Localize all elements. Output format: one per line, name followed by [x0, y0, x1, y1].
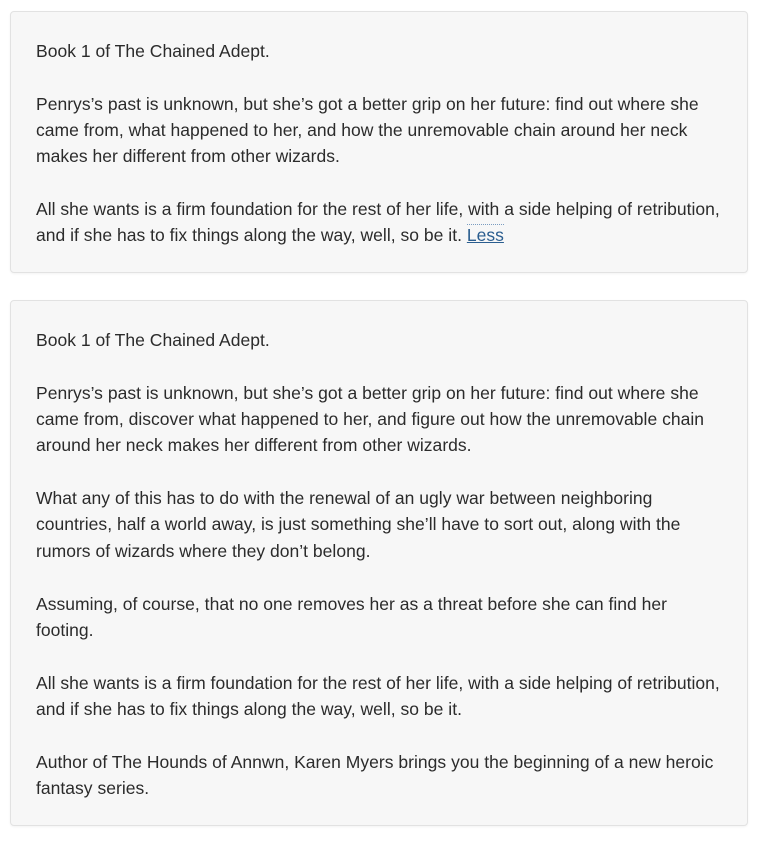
description-paragraph-with-toggle [36, 196, 722, 249]
full-description-panel [10, 300, 748, 826]
short-description-panel [10, 11, 748, 273]
less-link[interactable]: Less [466, 225, 504, 246]
description-paragraph: What any of this has to do with the renewal of an ugly war between neighboring countries, half a world away, is just something she’ll have to sort out, along with the rumors of wizards where they don’t belong. [36, 488, 681, 561]
description-paragraph: All she wants is a firm foundation for the rest of her life, with a side helping of retribution, and if she has to fix things along the way, well, so be it. [36, 672, 720, 719]
description-paragraph: Book 1 of The Chained Adept. [36, 41, 270, 61]
description-paragraph: Penrys’s past is unknown, but she’s got a better grip on her future: find out where she came from, discover what happened to her, and figure out how the unremovable chain around her neck makes her different from other wizards. [36, 382, 705, 456]
description-paragraph: Assuming, of course, that no one removes her as a threat before she can find her footing. [36, 593, 667, 640]
description-paragraph: Book 1 of The Chained Adept. [36, 330, 270, 350]
description-paragraph: Penrys’s past is unknown, but she’s got a better grip on her future: find out where she came from, what happened to her, and how the unremovable chain around her neck makes her different from other wizards. [36, 93, 699, 167]
description-paragraph-text: All she wants is a firm foundation for the rest of her life, with a side helping of retribution, and if she has to fix things along the way, well, so be it. [36, 199, 720, 246]
description-paragraph: Author of The Hounds of Annwn, Karen Myers brings you the beginning of a new heroic fantasy series. [36, 751, 714, 799]
